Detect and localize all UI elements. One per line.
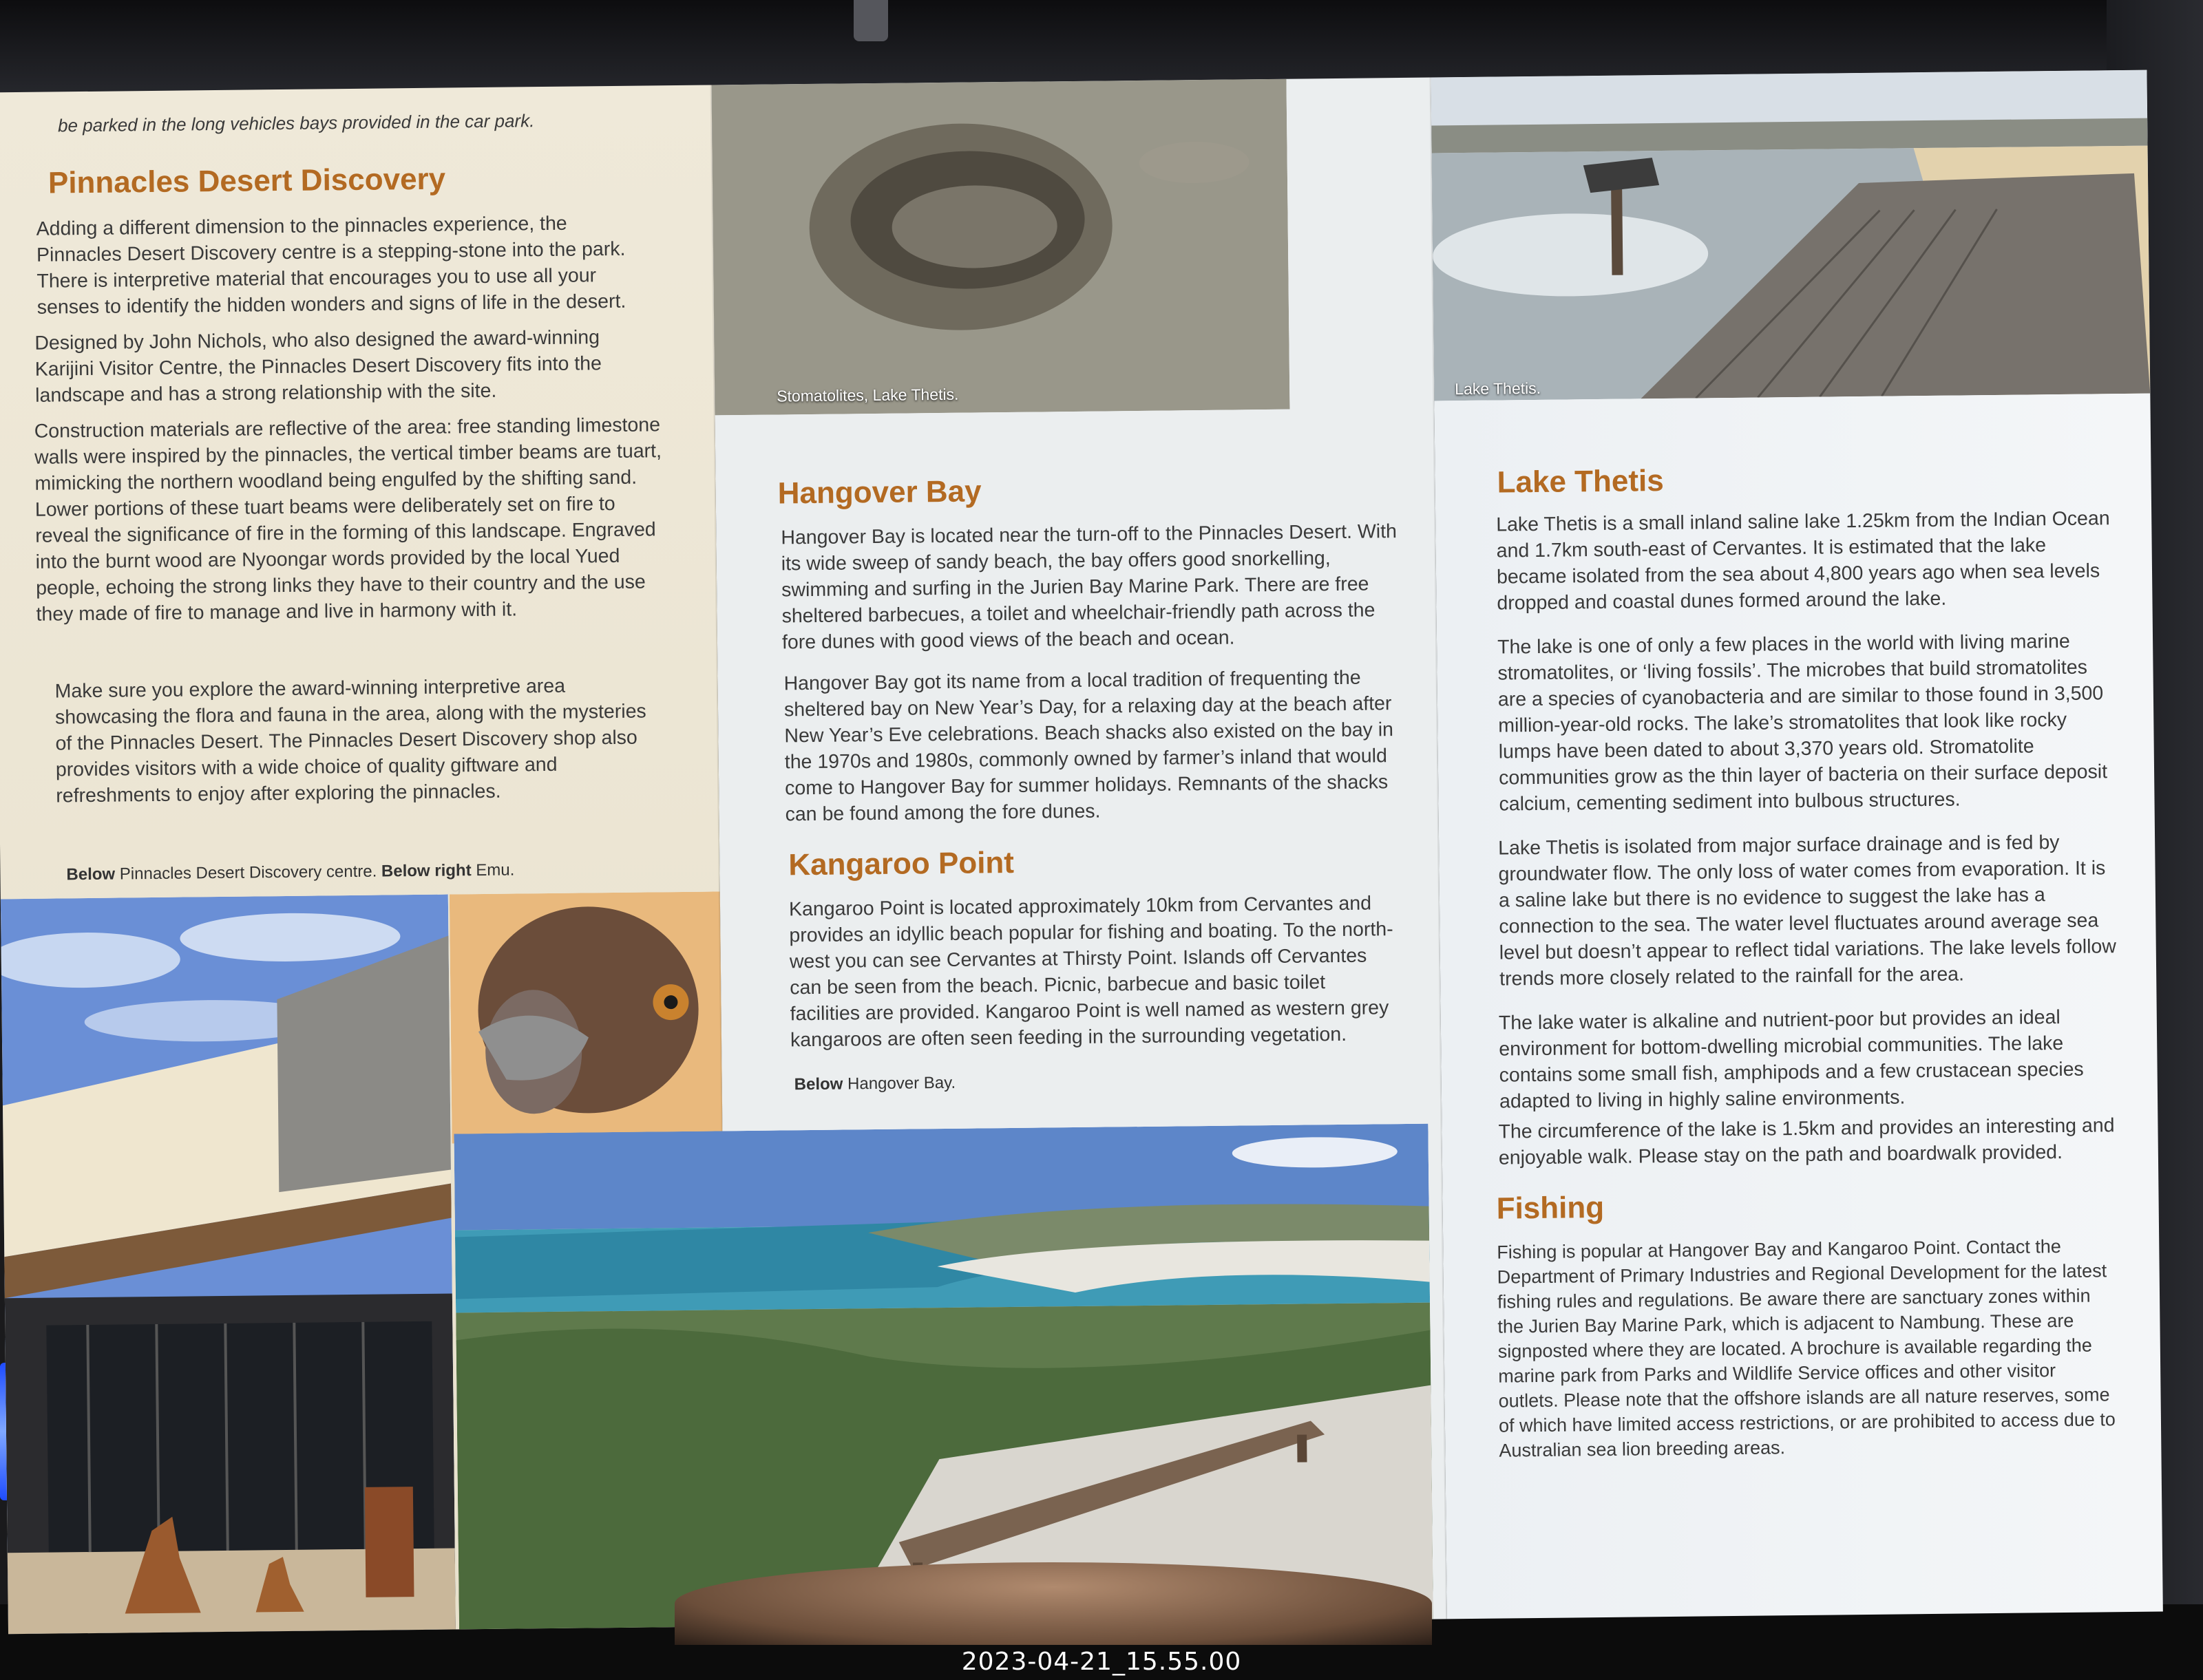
middle-caption-text: Hangover Bay.	[847, 1073, 956, 1094]
middle-caption	[794, 1074, 956, 1094]
caption-below-right-text: Emu.	[476, 860, 515, 880]
arm	[675, 1562, 1432, 1645]
carryover-text: be parked in the long vehicles bays provided in the car park.	[57, 110, 535, 136]
kangaroo-paragraph: Kangaroo Point is located approximately 10km from Cervantes and provides an idyllic beach popular for fishing and boating. To the north-west you can see Cervantes at Thirsty Point. Islands off Cervantes can be seen from the beach. Picnic, barbecue and basic toilet facilities are provided. Kangaroo Point is well named as western grey kangaroos are often seen feeding in the surrounding vegetation.	[788, 892, 1393, 1052]
pinnacles-paragraph-2: Designed by John Nichols, who also designed the award-winning Karijini Visitor Centre, the Pinnacles Desert Discovery fits into the landscape and has a strong relationship with the site.	[34, 326, 602, 407]
heading-hangover-bay: Hangover Bay	[777, 474, 982, 511]
hangover-bay-photo	[454, 1124, 1433, 1630]
lake-thetis-photo	[1431, 70, 2150, 401]
lake-paragraph-3: Lake Thetis is isolated from major surface drainage and is fed by groundwater flow. The only loss of water comes from evaporation. It is a saline lake but there is no evidence to suggest the lake has a connection to the sea. The water level fluctuates around average sea level but doesn’t appear to reflect tidal variations. The lake levels follow trends more closely related to the rainfall for the area.	[1498, 831, 2117, 990]
stromatolite-photo	[712, 79, 1290, 416]
pinnacles-paragraph-3: Construction materials are reflective of the area: free standing limestone walls were inspired by the pinnacles, the vertical timber beams are tuart, mimicking the northern woodland being engulfed by the shifting sand. Lower portions of these tuart beams were deliberately set on fire to reveal the significance of fire in the forming of this landscape. Engraved into the burnt wood are Nyoongar words provided by the local Yued people, echoing the strong links they have to their country and the use they made of fire to manage and live in harmony with it.	[34, 414, 662, 626]
right-panel	[1431, 70, 2162, 1619]
pinnacles-paragraph-1: Adding a different dimension to the pinnacles experience, the Pinnacles Desert Discovery centre is a stepping-stone into the park. There is interpretive material that encourages you to use all your senses to identify the hidden wonders and signs of life in the desert.	[36, 212, 626, 319]
fishing-paragraph: Fishing is popular at Hangover Bay and Kangaroo Point. Contact the Department of Primary Industries and Regional Development for the latest fishing rules and regulations. Be aware there are sanctuary zones within the Jurien Bay Marine Park, which is adjacent to Nambung. These are signposted where they are located. A brochure is available regarding the marine park from Parks and Wildlife Service offices and other visitor outlets. Please note that the offshore islands are all nature reserves, some of which have limited access restrictions, or are prohibited to access due to Australian sea lion breeding areas.	[1497, 1236, 2116, 1461]
timestamp: 2023-04-21_15.55.00	[961, 1648, 1242, 1676]
hangover-paragraph-2: Hangover Bay got its name from a local tradition of frequenting the sheltered bay on New Year’s Day, for a relaxing day at the beach after New Year’s Eve celebrations. Beach shacks also existed on the bay in the 1970s and 1980s, commonly owned by farmer’s inland that would come to Hangover Bay for summer holidays. Remnants of the shacks can be found among the fore dunes.	[783, 666, 1394, 826]
brochure	[0, 70, 2163, 1635]
middle-caption-label: Below	[794, 1074, 843, 1094]
discovery-centre-photo	[1, 895, 456, 1635]
lake-thetis-caption: Lake Thetis.	[1455, 379, 1541, 398]
heading-fishing: Fishing	[1496, 1190, 1605, 1226]
caption-below-right-label: Below right	[381, 861, 472, 881]
stromatolite-caption: Stomatolites, Lake Thetis.	[777, 385, 959, 405]
lake-paragraph-1: Lake Thetis is a small inland saline lake 1.25km from the Indian Ocean and 1.7km south-east of Cervantes. It is estimated that the lake became isolated from the sea about 4,800 years ago when sea levels dropped and coastal dunes formed around the lake.	[1496, 507, 2110, 615]
lake-paragraph-4: The lake water is alkaline and nutrient-poor but provides an ideal environment for bottom-dwelling microbial communities. The lake contains some small fish, amphipods and a few crustacean species adapted to living in highly saline environments.	[1498, 1006, 2084, 1113]
seat-strap	[854, 0, 888, 41]
left-caption	[66, 861, 514, 885]
heading-kangaroo-point: Kangaroo Point	[788, 845, 1015, 882]
caption-below-text: Pinnacles Desert Discovery centre.	[119, 862, 377, 884]
lake-paragraph-5: The circumference of the lake is 1.5km and provides an interesting and enjoyable walk. Please stay on the path and boardwalk provided.	[1498, 1114, 2115, 1169]
heading-lake-thetis: Lake Thetis	[1497, 464, 1664, 500]
hangover-paragraph-1: Hangover Bay is located near the turn-off to the Pinnacles Desert. With its wide sweep of sandy beach, the bay offers good snorkelling, swimming and surfing in the Jurien Bay Marine Park. There are free sheltered barbecues, a toilet and wheelchair-friendly path across the fore dunes with good views of the beach and ocean.	[781, 520, 1398, 654]
caption-below-label: Below	[66, 864, 116, 884]
lake-paragraph-2: The lake is one of only a few places in the world with living marine stromatolites, or ‘living fossils’. The microbes that build stromatolites are a species of cyanobacteria and are similar to those found in 3,500 million-year-old rocks. The lake’s stromatolites that look like rocky lumps have been dated to about 3,370 years old. Stromatolite communities grow as the thin layer of bacteria on their surface deposit calcium, cementing sediment into bulbous structures.	[1497, 630, 2108, 816]
emu-photo	[450, 891, 723, 1143]
heading-pinnacles-discovery: Pinnacles Desert Discovery	[48, 162, 446, 200]
pinnacles-paragraph-4: Make sure you explore the award-winning interpretive area showcasing the flora and fauna in the area, along with the mysteries of the Pinnacles Desert. The Pinnacles Desert Discovery shop also provides visitors with a wide choice of quality giftware and refreshments to enjoy after exploring the pinnacles.	[54, 674, 646, 807]
